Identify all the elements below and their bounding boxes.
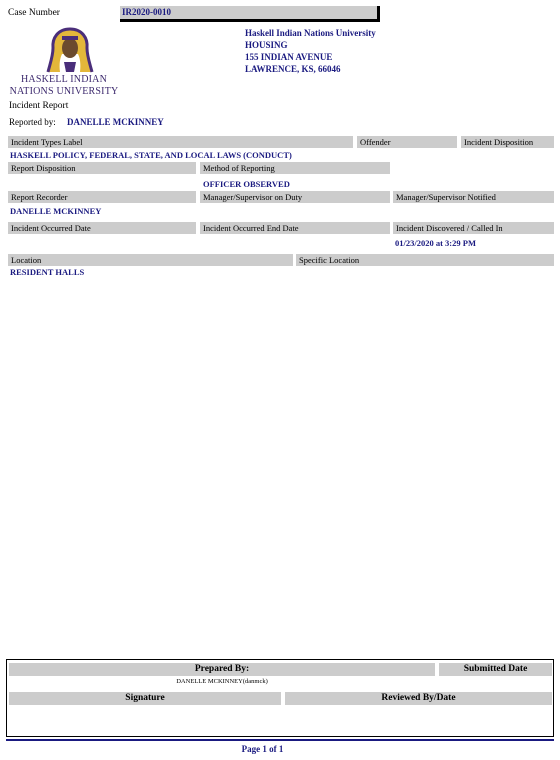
location-label: Location bbox=[8, 254, 293, 266]
reported-by-value: DANELLE MCKINNEY bbox=[67, 117, 164, 127]
submitted-date-label: Submitted Date bbox=[439, 663, 552, 676]
page-number: Page 1 of 1 bbox=[241, 744, 284, 754]
incident-types-label: Incident Types Label bbox=[8, 136, 353, 148]
org-department: HOUSING bbox=[245, 40, 288, 50]
case-number-box bbox=[120, 6, 380, 22]
report-disposition-label: Report Disposition bbox=[8, 162, 196, 174]
logo-text-line1: HASKELL INDIAN bbox=[20, 74, 108, 85]
method-of-reporting-value: OFFICER OBSERVED bbox=[203, 179, 290, 189]
org-name: Haskell Indian Nations University bbox=[245, 28, 376, 38]
case-number-value: IR2020-0010 bbox=[122, 7, 171, 17]
logo-text-line2: NATIONS UNIVERSITY bbox=[9, 86, 119, 97]
method-of-reporting-label: Method of Reporting bbox=[200, 162, 390, 174]
signature-label: Signature bbox=[9, 692, 281, 705]
discovered-label: Incident Discovered / Called In bbox=[393, 222, 554, 234]
report-recorder-label: Report Recorder bbox=[8, 191, 196, 203]
incident-type-value: HASKELL POLICY, FEDERAL, STATE, AND LOCAL LAWS (CONDUCT) bbox=[10, 150, 292, 160]
offender-label: Offender bbox=[357, 136, 457, 148]
reported-by-label: Reported by: bbox=[9, 117, 56, 127]
footer-divider bbox=[6, 739, 554, 741]
occurred-end-date-label: Incident Occurred End Date bbox=[200, 222, 390, 234]
occurred-date-label: Incident Occurred Date bbox=[8, 222, 196, 234]
signature-box bbox=[6, 659, 554, 737]
prepared-by-label: Prepared By: bbox=[9, 663, 435, 676]
case-number-label: Case Number bbox=[8, 8, 60, 18]
discovered-value: 01/23/2020 at 3:29 PM bbox=[395, 238, 476, 248]
manager-notified-label: Manager/Supervisor Notified bbox=[393, 191, 554, 203]
report-recorder-value: DANELLE MCKINNEY bbox=[10, 206, 102, 216]
org-city: LAWRENCE, KS, 66046 bbox=[245, 64, 341, 74]
university-logo bbox=[40, 26, 100, 74]
specific-location-label: Specific Location bbox=[296, 254, 554, 266]
org-street: 155 INDIAN AVENUE bbox=[245, 52, 333, 62]
report-title: Incident Report bbox=[9, 101, 69, 111]
manager-on-duty-label: Manager/Supervisor on Duty bbox=[200, 191, 390, 203]
prepared-by-value: DANELLE MCKINNEY(danmck) bbox=[176, 678, 268, 685]
reviewed-by-label: Reviewed By/Date bbox=[285, 692, 552, 705]
location-value: RESIDENT HALLS bbox=[10, 267, 85, 277]
incident-disposition-label: Incident Disposition bbox=[461, 136, 554, 148]
chief-head-icon bbox=[40, 26, 100, 74]
